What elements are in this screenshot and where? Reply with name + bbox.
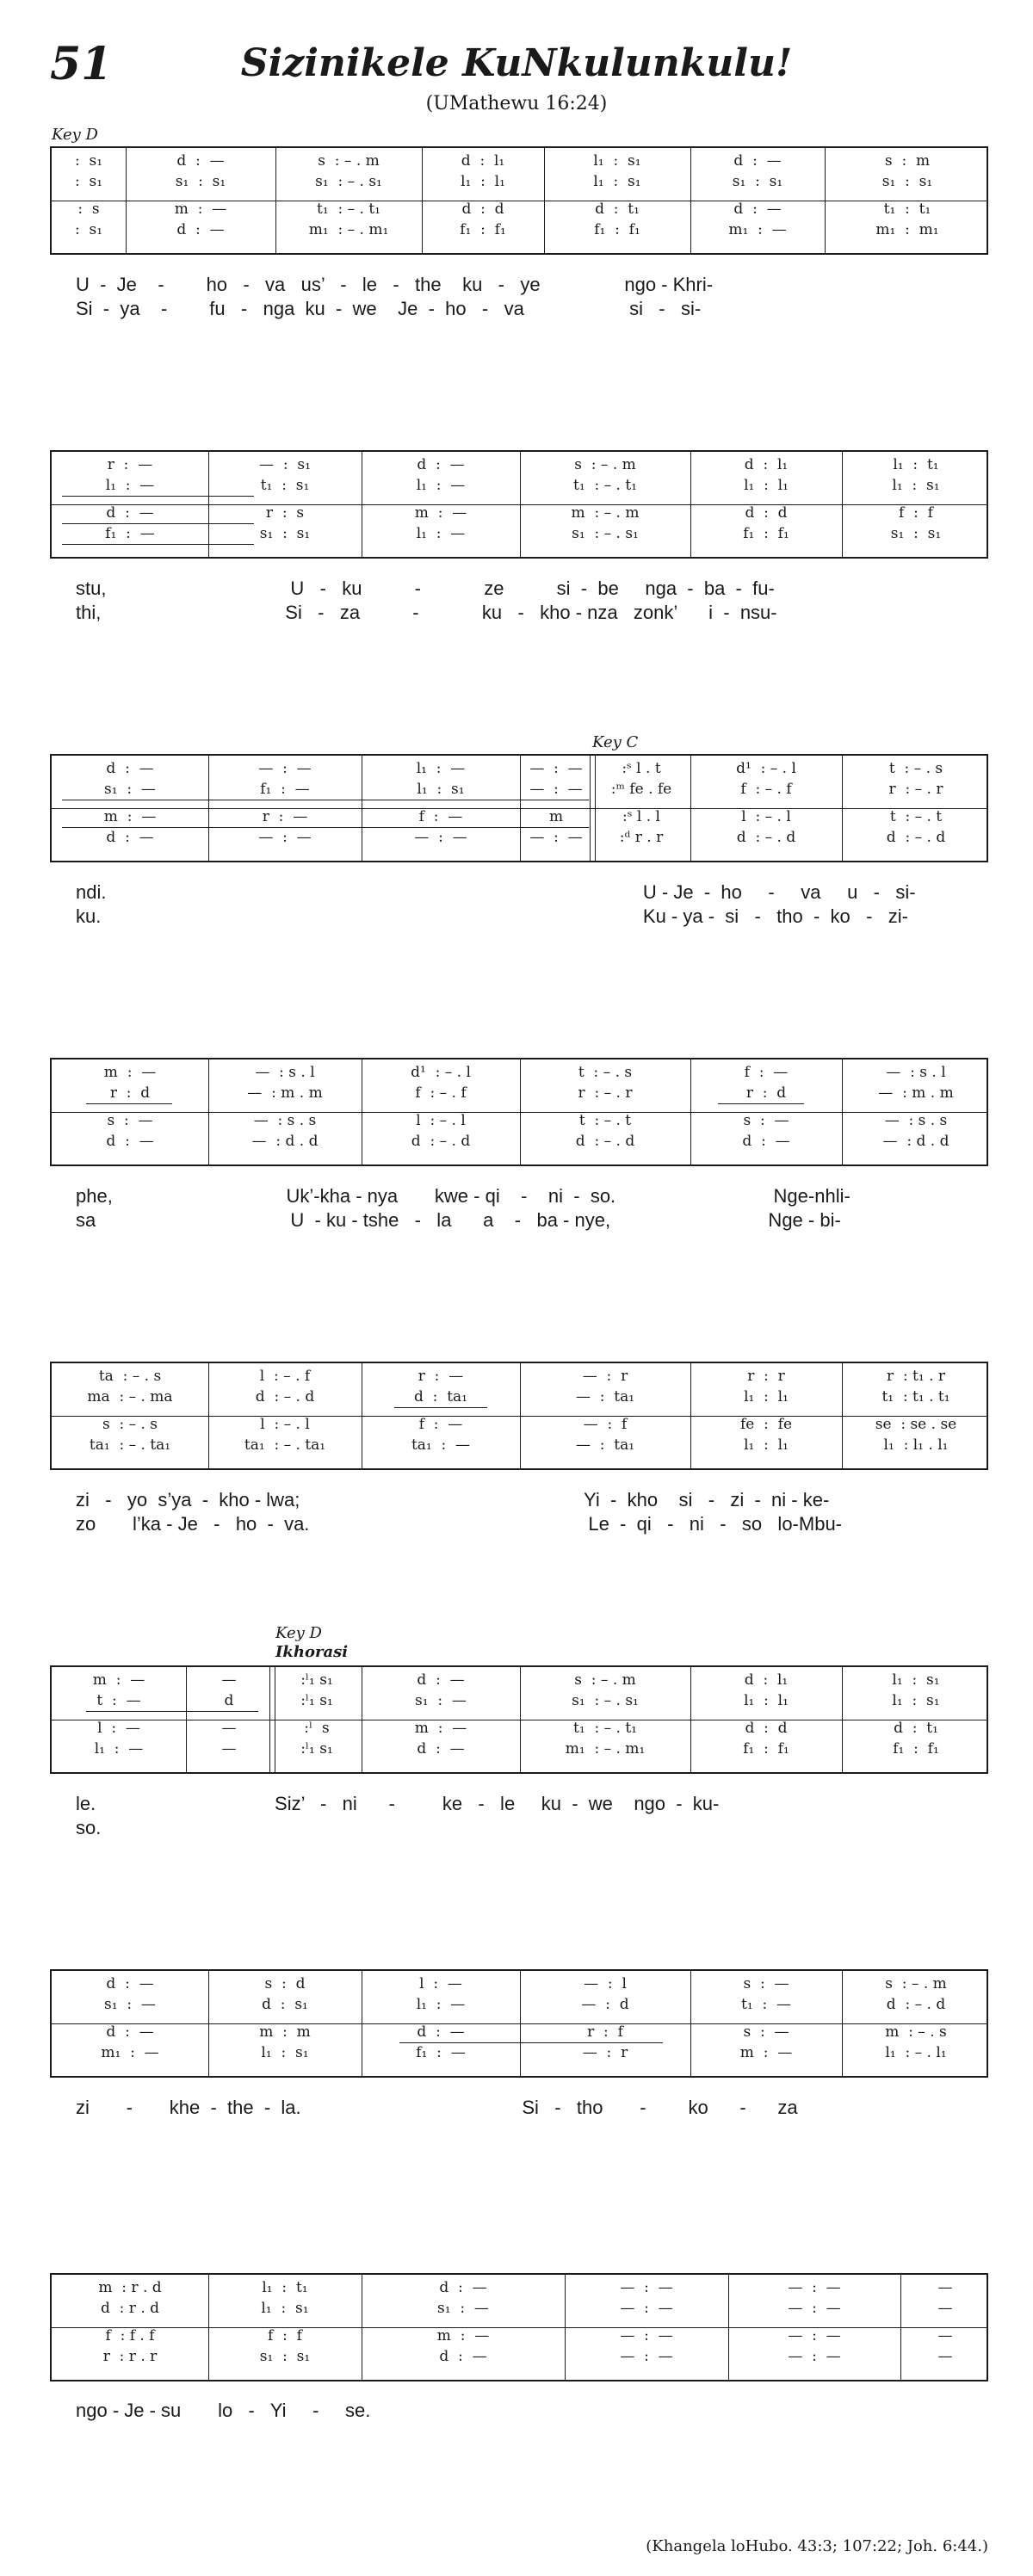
note-cell: f₁ : f₁ [743, 1740, 789, 1757]
note-cell: — : m . m [247, 1084, 323, 1102]
note-cell: r : d [745, 1084, 787, 1102]
note-cell: — : — [529, 829, 583, 846]
note-cell: d : — [733, 201, 782, 218]
note-cell: r : t₁ . r [886, 1368, 946, 1385]
note-cell: m : r . d [98, 2279, 162, 2296]
note-cell: d : — [106, 1133, 154, 1150]
key-label: Key C [592, 733, 639, 751]
bar-line [208, 1363, 209, 1468]
staff-box [50, 1058, 988, 1166]
note-cell: d : — [106, 1975, 154, 1992]
footer-references: (Khangela loHubo. 43:3; 107:22; Joh. 6:44.) [646, 2537, 988, 2555]
double-bar-line [590, 756, 596, 861]
note-cell: m : — [103, 808, 157, 825]
note-cell: d¹ : – . l [736, 760, 796, 777]
note-cell: t₁ : – . t₁ [317, 201, 380, 218]
note-cell: s : — [107, 1112, 153, 1129]
note-cell: m : – . s [885, 2023, 947, 2041]
bar-line [126, 148, 127, 253]
lyric-line: stu, U - ku - ze si - be nga - ba - fu- [76, 578, 775, 599]
note-cell: r : r . r [102, 2348, 158, 2365]
note-cell: l₁ : l₁ [461, 173, 505, 190]
music-system [50, 754, 988, 948]
note-cell: :ˡ₁ s₁ [300, 1671, 333, 1689]
note-cell: d : — [106, 2023, 154, 2041]
note-cell: l₁ : s₁ [892, 1692, 940, 1709]
bar-line [208, 1059, 209, 1164]
staff-box [50, 450, 988, 559]
note-cell: — : s₁ [259, 456, 311, 473]
note-cell: m : m [259, 2023, 311, 2041]
note-cell: l₁ : — [416, 525, 466, 542]
note-cell: s : — [743, 1112, 789, 1129]
note-cell: s₁ : s₁ [259, 525, 311, 542]
note-cell: — : m . m [878, 1084, 954, 1102]
note-cell: r : s [265, 504, 305, 522]
note-cell: r : — [418, 1368, 464, 1385]
note-cell: — : l [584, 1975, 627, 1992]
note-cell: d : – . d [411, 1133, 471, 1150]
music-system [50, 450, 988, 645]
lyric-line: ndi. U - Je - ho - va u - si- [76, 881, 916, 903]
note-cell: t : – . s [888, 760, 943, 777]
note-cell: f : f . f [105, 2327, 155, 2344]
note-cell: l₁ : s₁ [417, 781, 465, 798]
note-cell: d [224, 1692, 234, 1709]
bar-line [208, 756, 209, 861]
lyric-line: zi - khe - the - la. Si - tho - ko - za [76, 2097, 798, 2118]
bar-line [728, 2275, 729, 2380]
note-cell: l₁ : s₁ [593, 173, 641, 190]
key-label: Key D [275, 1624, 322, 1642]
note-cell: — : d [581, 1996, 629, 2013]
bar-line [520, 1667, 521, 1772]
bar-line [842, 1059, 843, 1164]
note-cell: m : — [103, 1064, 157, 1081]
note-cell: — : — [620, 2348, 673, 2365]
note-cell: d : d [745, 504, 788, 522]
note-cell: f : — [744, 1064, 789, 1081]
staff-divider [52, 504, 987, 505]
note-cell: — : s . s [884, 1112, 948, 1129]
note-cell: m : — [414, 1720, 467, 1737]
note-cell: l : — [97, 1720, 140, 1737]
note-cell: — [937, 2300, 953, 2317]
note-cell: — : — [258, 760, 312, 777]
note-cell: d : — [176, 221, 225, 238]
lyric-line: Si - ya - fu - nga ku - we Je - ho - va si - si- [76, 298, 702, 319]
note-cell: ta : – . s [98, 1368, 162, 1385]
note-cell: s₁ : s₁ [259, 2348, 311, 2365]
note-cell: t₁ : – . t₁ [573, 1720, 637, 1737]
note-cell: m : — [174, 201, 227, 218]
note-cell: s₁ : s₁ [890, 525, 942, 542]
note-cell: l₁ : — [416, 1996, 466, 2013]
note-cell: t₁ : s₁ [260, 477, 310, 494]
note-cell: f : f [899, 504, 933, 522]
note-cell: f₁ : — [260, 781, 310, 798]
lyric-line: ku. Ku - ya - si - tho - ko - zi- [76, 905, 908, 927]
bar-line [208, 1971, 209, 2076]
note-cell: f₁ : f₁ [594, 221, 640, 238]
bar-line [520, 1363, 521, 1468]
note-cell: r : — [262, 808, 308, 825]
note-cell: — : — [788, 2348, 841, 2365]
note-cell: — [221, 1671, 237, 1689]
note-cell: m : — [739, 2044, 793, 2061]
bar-line [842, 756, 843, 861]
note-cell: d : – . d [736, 829, 796, 846]
note-cell: t : – . s [578, 1064, 633, 1081]
note-cell: f₁ : f₁ [743, 525, 789, 542]
note-cell: — [221, 1720, 237, 1737]
note-cell: f₁ : f₁ [460, 221, 506, 238]
staff-divider [52, 1416, 987, 1417]
note-cell: l₁ : l₁ [744, 477, 789, 494]
bar-line [690, 756, 691, 861]
note-cell: r : r [747, 1368, 785, 1385]
note-cell: f : – . f [740, 781, 792, 798]
staff-box [50, 1969, 988, 2078]
note-cell: d : t₁ [595, 201, 640, 218]
tie-underline [86, 1711, 258, 1712]
bar-line [900, 2275, 901, 2380]
note-cell: l₁ : s₁ [261, 2300, 309, 2317]
bar-line [520, 452, 521, 557]
note-cell: m : – . m [571, 504, 640, 522]
note-cell: m : — [414, 504, 467, 522]
note-cell: se : se . se [875, 1416, 957, 1433]
note-cell: — : s . l [886, 1064, 946, 1081]
note-cell: s : – . s [102, 1416, 158, 1433]
staff-box [50, 754, 988, 862]
note-cell: d : s₁ [262, 1996, 308, 2013]
tie-underline [62, 544, 254, 545]
music-system [50, 2273, 988, 2468]
note-cell: d : — [439, 2279, 487, 2296]
tie-underline [399, 2042, 663, 2043]
bar-line [275, 148, 276, 253]
tie-underline [718, 1103, 804, 1104]
chorus-label: Ikhorasi [275, 1643, 349, 1661]
note-cell: s₁ : — [437, 2300, 489, 2317]
note-cell: d : — [417, 456, 465, 473]
lyric-line: thi, Si - za - ku - kho - nza zonk’ i - nsu- [76, 602, 777, 623]
note-cell: l₁ : t₁ [893, 456, 939, 473]
note-cell: l₁ : l₁ [744, 1388, 789, 1405]
note-cell: t₁ : t₁ . t₁ [881, 1388, 950, 1405]
staff-box [50, 1665, 988, 1774]
note-cell: d : — [742, 1133, 790, 1150]
note-cell: t : — [96, 1692, 141, 1709]
note-cell: d¹ : – . l [411, 1064, 471, 1081]
lyric-line: zi - yo s’ya - kho - lwa; Yi - kho si - zi - ni - ke- [76, 1489, 830, 1510]
song-title: Sizinikele KuNkulunkulu! [240, 41, 793, 85]
note-cell: f₁ : — [105, 525, 155, 542]
note-cell: d : ta₁ [413, 1388, 467, 1405]
note-cell: d : d [461, 201, 504, 218]
note-cell: — [937, 2279, 953, 2296]
bar-line [690, 452, 691, 557]
note-cell: d : — [417, 2023, 465, 2041]
bar-line [186, 1667, 187, 1772]
bar-line [520, 756, 521, 861]
lyric-line: so. [76, 1817, 102, 1838]
note-cell: f₁ : f₁ [893, 1740, 939, 1757]
note-cell: s : — [743, 1975, 789, 1992]
note-cell: d : l₁ [744, 456, 789, 473]
note-cell: : s [77, 201, 100, 218]
note-cell: d : – . d [886, 1996, 946, 2013]
note-cell: d : l₁ [744, 1671, 789, 1689]
note-cell: s : m [884, 152, 931, 170]
note-cell: d : – . d [575, 1133, 635, 1150]
note-cell: l₁ : s₁ [261, 2044, 309, 2061]
note-cell: m₁ : — [728, 221, 787, 238]
note-cell: s : – . m [574, 1671, 636, 1689]
note-cell: t₁ : — [741, 1996, 791, 2013]
double-bar-line [269, 1667, 275, 1772]
lyric-line: zo l’ka - Je - ho - va. Le - qi - ni - so lo-Mbu- [76, 1513, 843, 1535]
tie-underline [86, 1103, 172, 1104]
bar-line [690, 1667, 691, 1772]
staff-box [50, 146, 988, 255]
note-cell: d : — [417, 1740, 465, 1757]
note-cell: ta₁ : — [411, 1436, 471, 1454]
note-cell: l₁ : – . l₁ [885, 2044, 947, 2061]
bar-line [690, 1971, 691, 2076]
key-label: Key D [52, 126, 98, 144]
note-cell: t₁ : t₁ [883, 201, 931, 218]
bar-line [208, 2275, 209, 2380]
staff-divider [52, 2327, 987, 2328]
music-system [50, 1058, 988, 1252]
lyric-line: ngo - Je - su lo - Yi - se. [76, 2400, 371, 2421]
note-cell: f : — [418, 808, 463, 825]
bar-line [842, 1971, 843, 2076]
bar-line [520, 1059, 521, 1164]
lyric-line: le. Siz’ - ni - ke - le ku - we ngo - ku- [76, 1793, 720, 1814]
note-cell: m : — [436, 2327, 490, 2344]
note-cell: — : d . d [251, 1133, 319, 1150]
lyric-line: phe, Uk’-kha - nya kwe - qi - ni - so. Nge-nhli- [76, 1185, 851, 1207]
note-cell: l : – . l [416, 1112, 466, 1129]
note-cell: l₁ : t₁ [262, 2279, 308, 2296]
note-cell: s₁ : – . s₁ [315, 173, 382, 190]
song-number: 51 [50, 38, 113, 90]
note-cell: l₁ : — [94, 1740, 144, 1757]
note-cell: s₁ : s₁ [175, 173, 226, 190]
note-cell: — : s . l [255, 1064, 315, 1081]
note-cell: s₁ : – . s₁ [572, 1692, 639, 1709]
note-cell: — : s . s [253, 1112, 317, 1129]
note-cell: m₁ : – . m₁ [565, 1740, 646, 1757]
bar-line [520, 1971, 521, 2076]
note-cell: :ᵐ fe . fe [610, 781, 672, 798]
note-cell: t : – . t [889, 808, 943, 825]
note-cell: : s₁ [74, 173, 103, 190]
bar-line [565, 2275, 566, 2380]
bar-line [842, 1667, 843, 1772]
note-cell: — : — [258, 829, 312, 846]
note-cell: l : — [419, 1975, 462, 1992]
note-cell: d : l₁ [461, 152, 505, 170]
note-cell: d : – . d [886, 829, 946, 846]
note-cell: — [937, 2348, 953, 2365]
note-cell: :ˡ₁ s₁ [300, 1692, 333, 1709]
note-cell: r : f [587, 2023, 623, 2041]
note-cell: m : — [92, 1671, 145, 1689]
note-cell: s : – . m [885, 1975, 947, 1992]
note-cell: — : — [414, 829, 467, 846]
note-cell: m₁ : — [101, 2044, 159, 2061]
note-cell: — : — [529, 781, 583, 798]
note-cell: ta₁ : – . ta₁ [244, 1436, 326, 1454]
note-cell: f : — [418, 1416, 463, 1433]
bar-line [690, 1363, 691, 1468]
note-cell: s₁ : — [104, 781, 156, 798]
note-cell: t₁ : – . t₁ [573, 477, 637, 494]
note-cell: : s₁ [74, 152, 103, 170]
note-cell: :ˡ₁ s₁ [300, 1740, 333, 1757]
note-cell: — : — [620, 2327, 673, 2344]
note-cell: fe : fe [739, 1416, 793, 1433]
note-cell: l₁ : — [416, 477, 466, 494]
note-cell: :ˡ s [304, 1720, 330, 1737]
note-cell: — : ta₁ [575, 1388, 635, 1405]
note-cell: d : — [176, 152, 225, 170]
note-cell: — : — [788, 2300, 841, 2317]
note-cell: d : — [417, 1671, 465, 1689]
note-cell: s₁ : — [415, 1692, 467, 1709]
note-cell: — : r [582, 1368, 628, 1385]
note-cell: — [937, 2327, 953, 2344]
tie-underline [62, 523, 254, 524]
note-cell: s : d [264, 1975, 306, 1992]
music-system [50, 1362, 988, 1556]
note-cell: l₁ : s₁ [892, 477, 940, 494]
note-cell: : s₁ [74, 221, 103, 238]
note-cell: r : – . r [578, 1084, 633, 1102]
staff-divider [52, 2023, 987, 2024]
bar-line [690, 1059, 691, 1164]
note-cell: s₁ : s₁ [881, 173, 933, 190]
music-system [50, 146, 988, 341]
tie-underline [62, 827, 589, 828]
note-cell: s₁ : s₁ [732, 173, 783, 190]
note-cell: :ˢ l . t [622, 760, 661, 777]
music-system [50, 1665, 988, 1860]
note-cell: — : — [529, 760, 583, 777]
note-cell: s : — [743, 2023, 789, 2041]
note-cell: d : — [733, 152, 782, 170]
note-cell: l₁ : l₁ [744, 1692, 789, 1709]
note-cell: s₁ : — [104, 1996, 156, 2013]
note-cell: r : — [107, 456, 153, 473]
note-cell: d : – . d [255, 1388, 315, 1405]
note-cell: s : – . m [574, 456, 636, 473]
note-cell: — : — [620, 2279, 673, 2296]
note-cell: d : d [745, 1720, 788, 1737]
note-cell: m₁ : m₁ [875, 221, 939, 238]
note-cell: r : d [109, 1084, 151, 1102]
note-cell: — : d . d [882, 1133, 949, 1150]
note-cell: d : — [106, 504, 154, 522]
note-cell: l₁ : — [105, 477, 155, 494]
staff-box [50, 2273, 988, 2381]
note-cell: — : f [583, 1416, 628, 1433]
bar-line [422, 148, 423, 253]
music-system [50, 1969, 988, 2164]
staff-divider [52, 808, 987, 809]
note-cell: f : – . f [415, 1084, 467, 1102]
note-cell: :ˢ l . l [622, 808, 660, 825]
note-cell: ma : – . ma [87, 1388, 173, 1405]
note-cell: d : — [106, 760, 154, 777]
note-cell: s : – . m [318, 152, 380, 170]
note-cell: d : r . d [100, 2300, 160, 2317]
lyric-line: sa U - ku - tshe - la a - ba - nye, Nge - bi- [76, 1209, 841, 1231]
note-cell: :ᵈ r . r [619, 829, 664, 846]
note-cell: — : — [788, 2327, 841, 2344]
note-cell: ta₁ : – . ta₁ [89, 1436, 171, 1454]
bar-line [544, 148, 545, 253]
staff-box [50, 1362, 988, 1470]
bar-line [208, 452, 209, 557]
lyric-line: U - Je - ho - va us’ - le - the ku - ye ngo - Khri- [76, 274, 714, 295]
note-cell: s₁ : – . s₁ [572, 525, 639, 542]
note-cell: — : — [620, 2300, 673, 2317]
note-cell: d : — [106, 829, 154, 846]
note-cell: d : t₁ [894, 1720, 938, 1737]
note-cell: l₁ : l₁ [744, 1436, 789, 1454]
bar-line [842, 1363, 843, 1468]
note-cell: l₁ : l₁ . l₁ [883, 1436, 949, 1454]
bar-line [690, 148, 691, 253]
note-cell: l : – . f [259, 1368, 311, 1385]
note-cell: t : – . t [578, 1112, 632, 1129]
note-cell: f : f [268, 2327, 302, 2344]
tie-underline [62, 496, 254, 497]
bar-line [842, 452, 843, 557]
note-cell: l₁ : — [416, 760, 466, 777]
note-cell: — : — [788, 2279, 841, 2296]
note-cell: f₁ : — [416, 2044, 466, 2061]
staff-divider [52, 1112, 987, 1113]
note-cell: l : – . l [260, 1416, 310, 1433]
note-cell: — : r [582, 2044, 628, 2061]
scripture-reference: (UMathewu 16:24) [425, 93, 608, 114]
note-cell: l : – . l [741, 808, 791, 825]
note-cell: l₁ : s₁ [892, 1671, 940, 1689]
note-cell: — [221, 1740, 237, 1757]
note-cell: d : — [439, 2348, 487, 2365]
note-cell: r : – . r [888, 781, 943, 798]
tie-underline [394, 1407, 487, 1408]
bar-line [825, 148, 826, 253]
note-cell: m₁ : – . m₁ [308, 221, 389, 238]
note-cell: — : ta₁ [575, 1436, 635, 1454]
note-cell: l₁ : s₁ [593, 152, 641, 170]
note-cell: m [548, 808, 564, 825]
